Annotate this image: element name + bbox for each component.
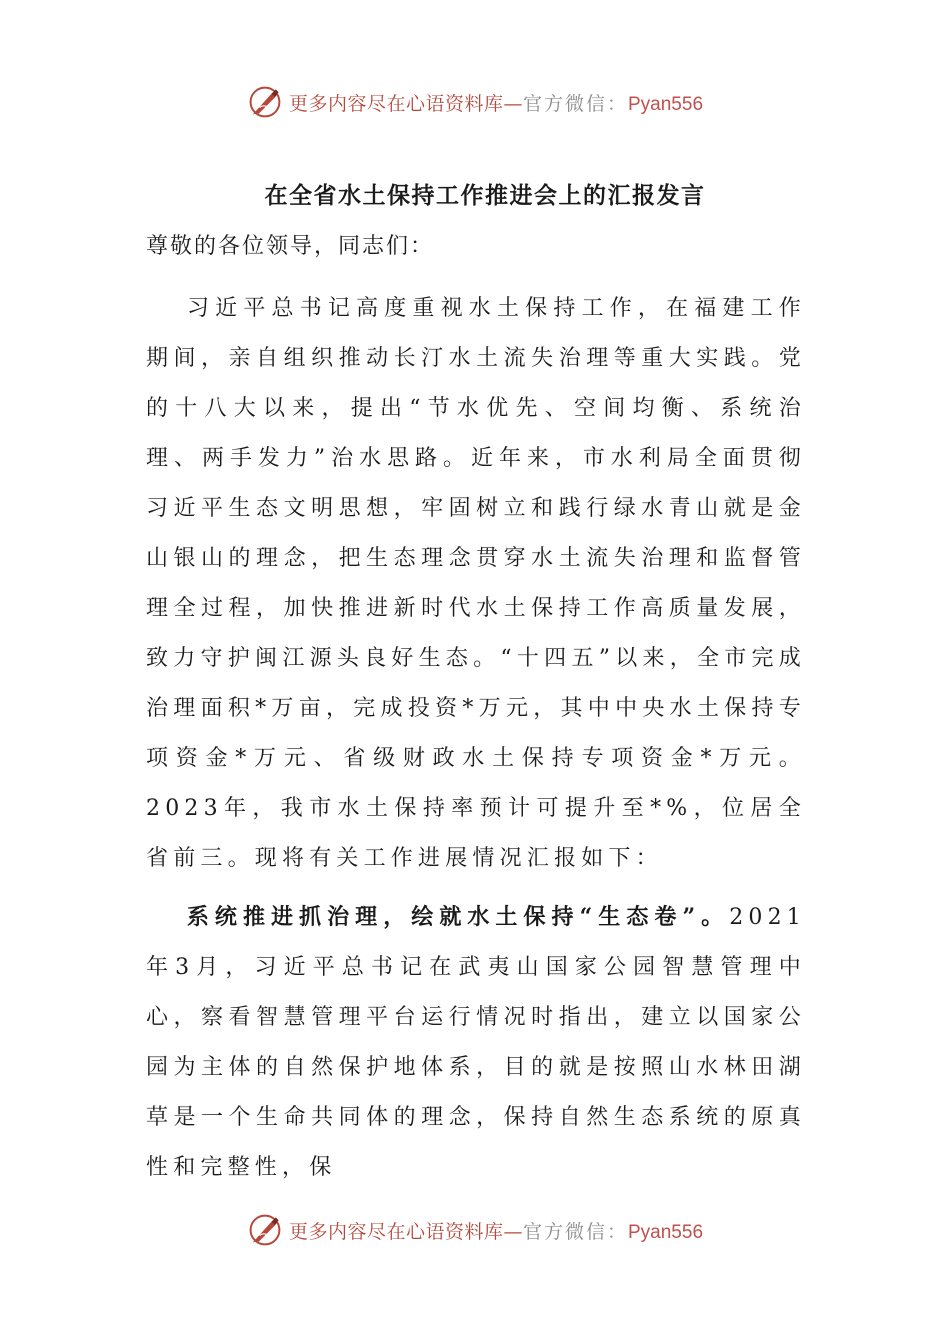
section-heading: 系统推进抓治理，绘就水土保持“生态卷”。 xyxy=(186,904,730,930)
paragraph-intro: 习近平总书记高度重视水土保持工作，在福建工作期间，亲自组织推动长汀水土流失治理等重大实践。党的十八大以来，提出“节水优先、空间均衡、系统治理、两手发力”治水思路。近年来，市水利局全面贯彻习近平生态文明思想，牢固树立和践行绿水青山就是金山银山的理念，把生态理念贯穿水土流失治理和监督管理全过程，加快推进新时代水土保持工作高质量发展，致力守护闽江源头良好生态。“十四五”以来，全市完成治理面积*万亩，完成投资*万元，其中中央水土保持专项资金*万元、省级财政水土保持专项资金*万元。2023年，我市水土保持率预计可提升至*%，位居全省前三。现将有关工作进展情况汇报如下： xyxy=(146,296,806,871)
banner-text: 更多内容尽在心语资料库—官方微信：Pyan556 xyxy=(288,1220,704,1243)
salutation: 尊敬的各位领导，同志们： xyxy=(146,234,435,259)
banner-text: 更多内容尽在心语资料库—官方微信：Pyan556 xyxy=(288,92,704,115)
pen-nib-logo-icon xyxy=(247,1212,283,1248)
paragraph-section-1: 系统推进抓治理，绘就水土保持“生态卷”。2021年3月，习近平总书记在武夷山国家公园智慧管理中心，察看智慧管理平台运行情况时指出，建立以国家公园为主体的自然保护地体系，目的就是按照山水林田湖草是一个生命共同体的理念，保持自然生态系统的原真性和完整性，保 xyxy=(146,904,806,1180)
document-body xyxy=(146,170,806,1193)
footer-banner xyxy=(0,1208,950,1252)
document-title: 在全省水土保持工作推进会上的汇报发言 xyxy=(264,182,706,209)
header-banner xyxy=(0,80,950,124)
pen-nib-logo-icon xyxy=(247,84,283,120)
